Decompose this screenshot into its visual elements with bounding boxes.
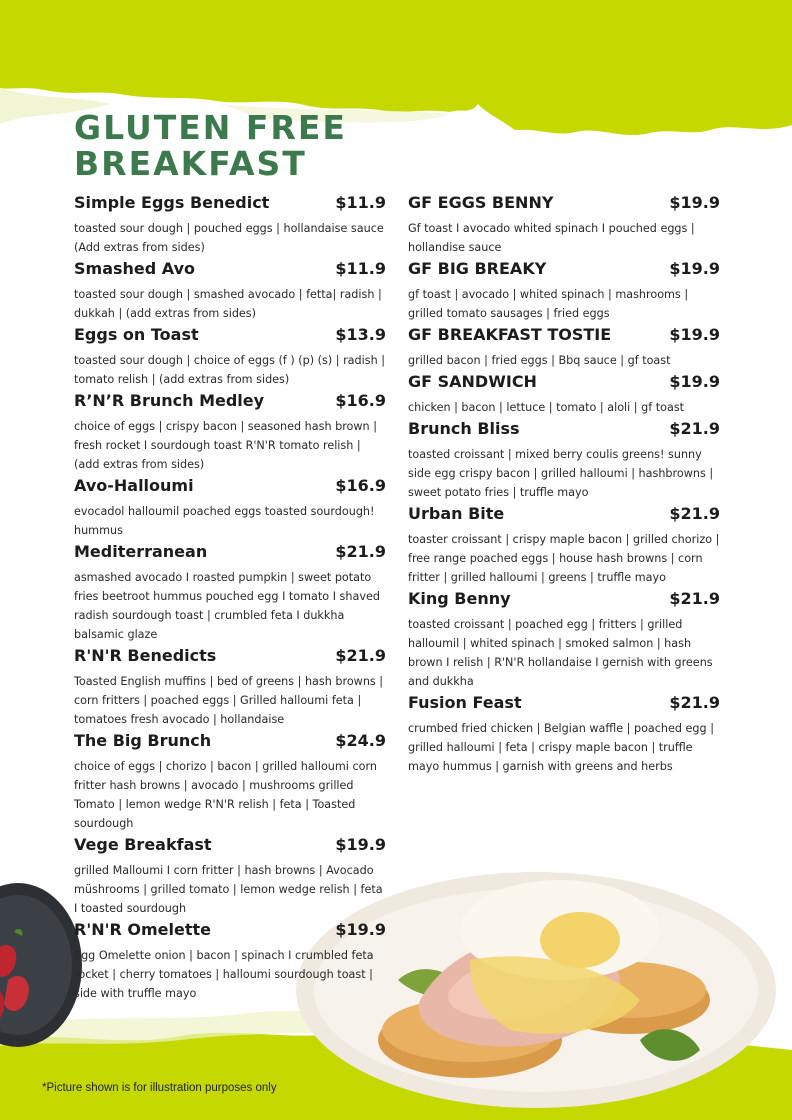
menu-item (408, 372, 720, 417)
item-description: toasted sour dough | pouched eggs | hollandaise sauce (Add extras from sides) (74, 222, 384, 254)
item-price: $19.9 (669, 193, 720, 212)
item-name: Avo-Halloumi (74, 476, 194, 495)
item-name: GF EGGS BENNY (408, 193, 554, 212)
item-description: chicken | bacon | lettuce | tomato | aloli | gf toast (408, 401, 685, 414)
item-description: Gf toast I avocado whited spinach I pouched eggs | hollandise sauce (408, 222, 695, 254)
menu-item (74, 391, 386, 474)
menu-item (408, 419, 720, 502)
item-name: GF SANDWICH (408, 372, 537, 391)
item-description: grilled Malloumi I corn fritter | hash browns | Avocado müshrooms | grilled tomato | lemon wedge relish | feta I toasted sourdough (74, 864, 383, 915)
item-price: $21.9 (669, 504, 720, 523)
menu-item (74, 259, 386, 323)
item-price: $21.9 (669, 589, 720, 608)
menu-item (74, 542, 386, 644)
item-name: Mediterranean (74, 542, 208, 561)
item-description: toasted croissant | mixed berry coulis greens! sunny side egg crispy bacon | grilled halloumi | hashbrowns | sweet potato fries | truffle mayo (408, 448, 714, 499)
item-name: R'N'R Benedicts (74, 646, 217, 665)
item-price: $19.9 (669, 259, 720, 278)
item-description: crumbed fried chicken | Belgian waffle | poached egg | grilled halloumi | feta | crispy maple bacon | truffle mayo hummus | garnish with greens and herbs (408, 722, 714, 773)
item-price: $21.9 (335, 646, 386, 665)
item-description: grilled bacon | fried eggs | Bbq sauce | gf toast (408, 354, 671, 367)
item-name: King Benny (408, 589, 511, 608)
item-price: $11.9 (335, 193, 386, 212)
menu-item (74, 835, 386, 918)
item-price: $16.9 (335, 476, 386, 495)
item-price: $13.9 (335, 325, 386, 344)
menu-item (408, 193, 720, 257)
item-price: $21.9 (669, 693, 720, 712)
title-line-2: BREAKFAST (74, 144, 307, 183)
menu-item (408, 504, 720, 587)
item-name: R'N'R Omelette (74, 920, 212, 939)
menu-item (408, 693, 720, 776)
item-name: Vege Breakfast (74, 835, 212, 854)
item-description: gf toast | avocado | whited spinach | mashrooms | grilled tomato sausages | fried eggs (408, 288, 689, 320)
item-price: $24.9 (335, 731, 386, 750)
item-price: $19.9 (335, 920, 386, 939)
item-description: toaster croissant | crispy maple bacon | grilled chorizo | free range poached eggs | house hash browns | corn fritter | grilled halloumi | greens | truffle mayo (408, 533, 720, 584)
menu-column-left (74, 193, 386, 1005)
item-price: $11.9 (335, 259, 386, 278)
item-name: Smashed Avo (74, 259, 196, 278)
item-description: choice of eggs | chorizo | bacon | grilled halloumi corn fritter hash browns | avocado | mushrooms grilled Tomato | lemon wedge R'N'R relish | feta | Toasted sourdough (74, 760, 377, 830)
menu-item (408, 259, 720, 323)
item-description: Egg Omelette onion | bacon | spinach I crumbled feta rocket | cherry tomatoes | halloumi sourdough toast | side with truffle mayo (74, 949, 374, 1000)
menu-item (74, 476, 386, 540)
menu-item (74, 646, 386, 729)
menu-item (74, 920, 386, 1003)
item-description: choice of eggs | crispy bacon | seasoned hash brown | fresh rocket I sourdough toast R'N'R tomato relish | (add extras from sides) (74, 420, 377, 471)
menu-item (74, 193, 386, 257)
item-price: $21.9 (669, 419, 720, 438)
page-title (74, 110, 347, 182)
item-name: GF BIG BREAKY (408, 259, 547, 278)
item-name: Eggs on Toast (74, 325, 199, 344)
item-description: Toasted English muffins | bed of greens | hash browns | corn fritters | poached eggs | Grilled halloumi feta | tomatoes fresh avocado | hollandaise (74, 675, 384, 726)
menu-item (74, 325, 386, 389)
item-description: toasted sour dough | smashed avocado | fetta| radish | dukkah | (add extras from sides) (74, 288, 382, 320)
item-price: $19.9 (335, 835, 386, 854)
item-name: Fusion Feast (408, 693, 522, 712)
item-name: Simple Eggs Benedict (74, 193, 270, 212)
item-price: $16.9 (335, 391, 386, 410)
item-name: Brunch Bliss (408, 419, 520, 438)
menu-item (74, 731, 386, 833)
menu-item (408, 589, 720, 691)
item-name: GF BREAKFAST TOSTIE (408, 325, 612, 344)
title-line-1: GLUTEN FREE (74, 108, 347, 147)
item-description: toasted sour dough | choice of eggs (f ) (p) (s) | radish | tomato relish | (add extras from sides) (74, 354, 385, 386)
item-description: asmashed avocado I roasted pumpkin | sweet potato fries beetroot hummus pouched egg I tomato I shaved radish sourdough toast | crumbled feta I dukkha balsamic glaze (74, 571, 380, 641)
item-description: toasted croissant | poached egg | fritters | grilled halloumil | whited spinach | smoked salmon | hash brown I relish | R'N'R hollandaise I gernish with greens and dukkha (408, 618, 713, 688)
item-price: $19.9 (669, 325, 720, 344)
item-name: Urban Bite (408, 504, 505, 523)
illustration-footnote: *Picture shown is for illustration purposes only (42, 1082, 277, 1094)
item-name: The Big Brunch (74, 731, 212, 750)
item-description: evocadol halloumil poached eggs toasted sourdough! hummus (74, 505, 375, 537)
menu-item (408, 325, 720, 370)
item-price: $21.9 (335, 542, 386, 561)
item-name: R’N’R Brunch Medley (74, 391, 265, 410)
menu-column-right (408, 193, 720, 778)
item-price: $19.9 (669, 372, 720, 391)
